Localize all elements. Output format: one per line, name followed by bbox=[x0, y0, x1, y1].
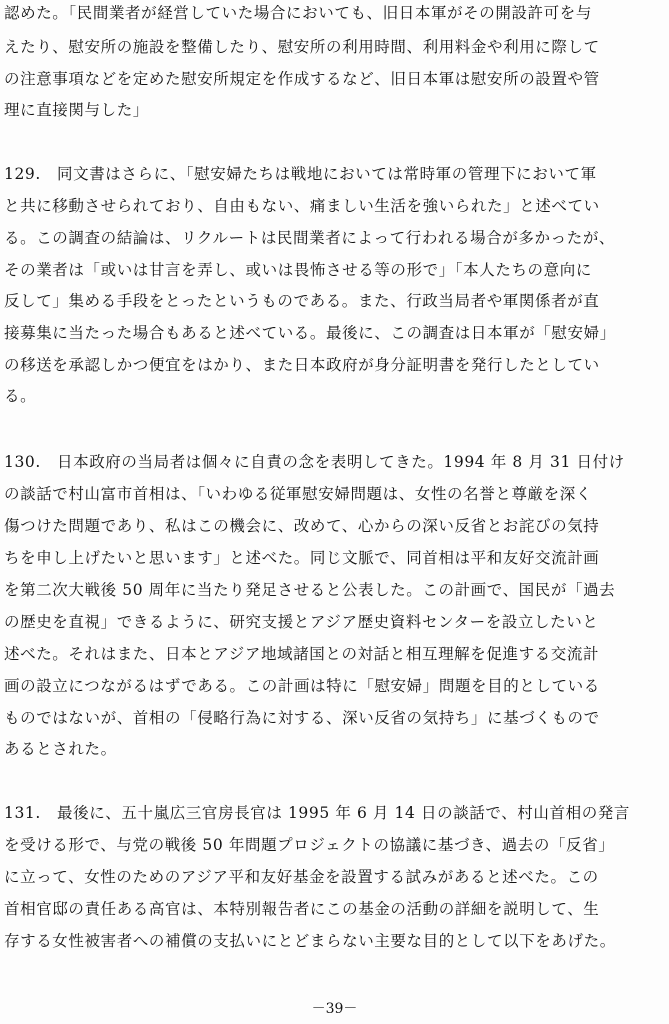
paragraph-130-line: ちを申し上げたいと思います」と述べた。同じ文脈で、同首相は平和友好交流計画 bbox=[4, 549, 600, 567]
paragraph-129-line: その業者は「或いは甘言を弄し、或いは畏怖させる等の形で」「本人たちの意向に bbox=[4, 261, 592, 279]
paragraph-129-line: る。 bbox=[4, 387, 37, 405]
paragraph-129-line: る。この調査の結論は、リクルートは民間業者によって行われる場合が多かったが、 bbox=[4, 229, 616, 247]
paragraph-129-line: 反して」集める手段をとったというものである。また、行政当局者や軍関係者が直 bbox=[4, 292, 600, 310]
paragraph-131-line: 131. 最後に、五十嵐広三官房長官は 1995 年 6 月 14 日の談話で、村山首相の発言 bbox=[4, 804, 630, 822]
paragraph-130-line: あるとされた。 bbox=[4, 740, 117, 758]
paragraph-130-line: 画の設立につながるはずである。この計画は特に「慰安婦」問題を目的としている bbox=[4, 677, 600, 695]
text-line: 理に直接関与した」 bbox=[4, 101, 149, 119]
text-line: 認めた。「民間業者が経営していた場合においても、旧日本軍がその開設許可を与 bbox=[4, 4, 592, 22]
paragraph-130-line: 述べた。それはまた、日本とアジア地域諸国との対話と相互理解を促進する交流計 bbox=[4, 645, 600, 663]
paragraph-131-line: 存する女性被害者への補償の支払いにとどまらない主要な目的として以下をあげた。 bbox=[4, 932, 616, 950]
paragraph-130-line: 傷つけた問題であり、私はこの機会に、改めて、心からの深い反省とお詫びの気持 bbox=[4, 517, 600, 535]
paragraph-130-line: を第二次大戦後 50 周年に当たり発足させると公表した。この計画で、国民が「過去 bbox=[4, 581, 616, 599]
paragraph-129-line: 接募集に当たった場合もあると述べている。最後に、この調査は日本軍が「慰安婦」 bbox=[4, 324, 616, 342]
paragraph-130-line: の談話で村山富市首相は、「いわゆる従軍慰安婦問題は、女性の名誉と尊厳を深く bbox=[4, 485, 592, 503]
paragraph-129-line: 129. 同文書はさらに、「慰安婦たちは戦地においては常時軍の管理下において軍 bbox=[4, 165, 597, 183]
paragraph-130-line: ものではないが、首相の「侵略行為に対する、深い反省の気持ち」に基づくもので bbox=[4, 709, 600, 727]
paragraph-130-line: の歴史を直視」できるように、研究支援とアジア歴史資料センターを設立したいと bbox=[4, 613, 599, 631]
paragraph-129-line: と共に移動させられており、自由もない、痛ましい生活を強いられた」と述べてい bbox=[4, 197, 600, 215]
paragraph-131-line: に立って、女性のためのアジア平和友好基金を設置する試みがあると述べた。この bbox=[4, 868, 599, 886]
page-number: －39－ bbox=[311, 1001, 358, 1017]
text-line: えたり、慰安所の施設を整備したり、慰安所の利用時間、利用料金や利用に際して bbox=[4, 38, 600, 56]
paragraph-131-line: を受ける形で、与党の戦後 50 年問題プロジェクトの協議に基づき、過去の「反省」 bbox=[4, 836, 615, 854]
text-line: の注意事項などを定めた慰安所規定を作成するなど、旧日本軍は慰安所の設置や管 bbox=[4, 70, 600, 88]
paragraph-129-line: の移送を承認しかつ便宜をはかり、また日本政府が身分証明書を発行したとしてい bbox=[4, 356, 600, 374]
paragraph-131-line: 首相官邸の責任ある高官は、本特別報告者にこの基金の活動の詳細を説明して、生 bbox=[4, 900, 600, 918]
paragraph-130-line: 130. 日本政府の当局者は個々に自責の念を表明してきた。1994 年 8 月 31 日付け bbox=[4, 453, 625, 471]
